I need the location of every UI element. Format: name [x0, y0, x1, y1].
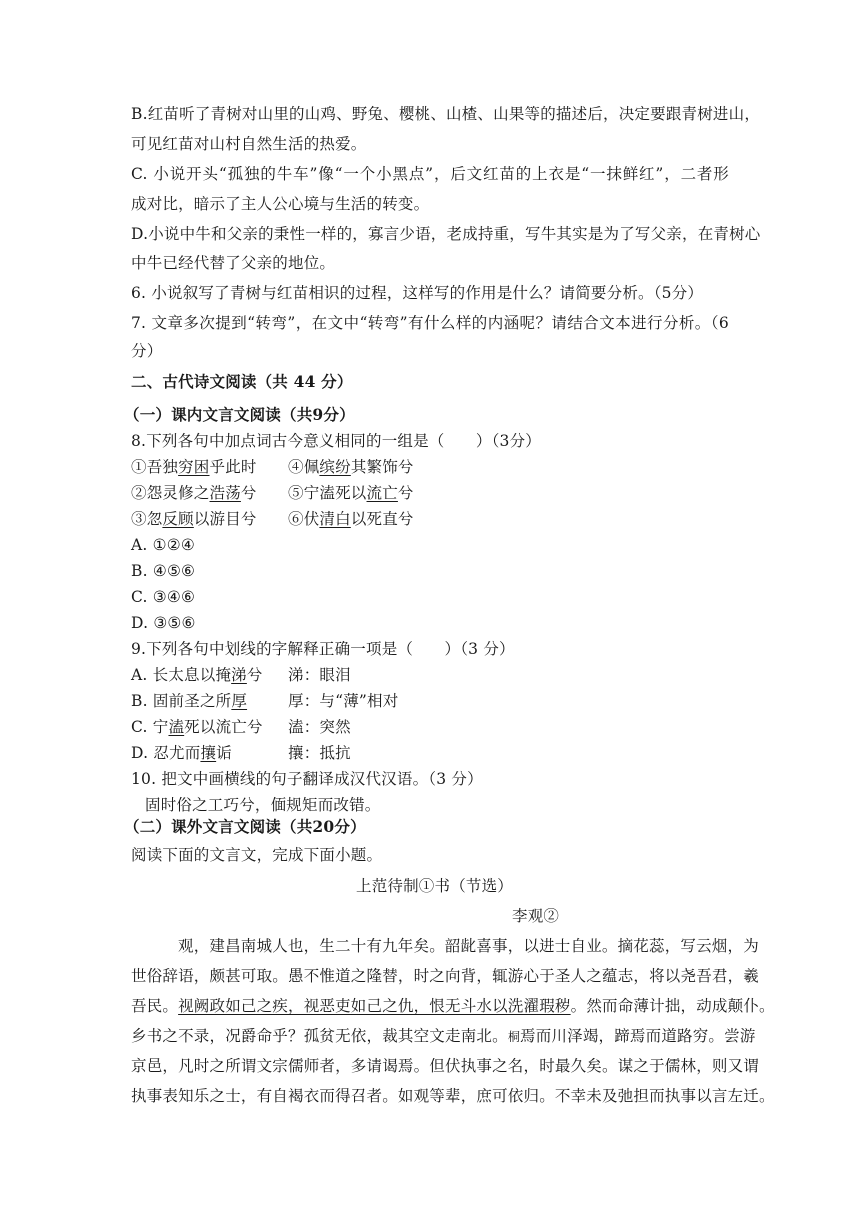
q5-option-d-line2: 中牛已经代替了父亲的地位。: [131, 254, 336, 272]
passage-line-5: 京邑，凡时之所谓文宗儒师者，多请谒焉。但伏执事之名，时最久矣。谋之于儒林，则又谓: [131, 1057, 760, 1075]
passage-line-6: 执事表知乐之士，有自褐衣而得召者。如观等辈，庶可依归。不幸未及弛担而执事以言左迁。: [131, 1087, 775, 1105]
q5-option-c-line1: C. 小说开头“孤独的牛车”像“一个小黑点”，后文红苗的上衣是“一抹鲜红”，二者形: [131, 165, 729, 183]
q9-option-c: C. 宁溘死以流亡兮: [131, 718, 263, 736]
reading-instruction: 阅读下面的文言文，完成下面小题。: [131, 846, 383, 864]
q9-option-c-explanation: 溘：突然: [288, 718, 351, 736]
section-2-heading: 二、古代诗文阅读（共 44 分）: [131, 372, 353, 391]
question-6: 6. 小说叙写了青树与红苗相识的过程，这样写的作用是什么？请简要分析。（5分）: [131, 284, 704, 302]
question-7-line2: 分）: [131, 342, 163, 360]
q8-item-1: ①吾独穷困乎此时: [131, 458, 257, 476]
q8-option-c: C. ③④⑥: [131, 588, 196, 606]
q5-option-d-line1: D.小说中牛和父亲的秉性一样的，寡言少语，老成持重，写牛其实是为了写父亲，在青树心: [131, 225, 761, 243]
q5-option-b-line2: 可见红苗对山村自然生活的热爱。: [131, 135, 367, 153]
q8-item-4: ④佩缤纷其繁饰兮: [288, 458, 414, 476]
passage-author: 李观②: [512, 907, 560, 925]
q9-option-b-explanation: 厚：与“薄”相对: [288, 692, 399, 710]
passage-line-4: 乡书之不录，况爵命乎？孤贫无依，裁其空文走南北。桐焉而川泽竭，蹄焉而道路穷。尝游: [131, 1027, 756, 1045]
q9-option-a: A. 长太息以掩涕兮: [131, 666, 263, 684]
question-8: 8.下列各句中加点词古今意义相同的一组是（ ）（3分）: [131, 432, 542, 450]
passage-line-1: 观，建昌南城人也，生二十有九年矣。韶龀喜事，以进士自业。摘花蕊，写云烟，为: [178, 937, 759, 955]
question-10: 10. 把文中画横线的句子翻译成汉代汉语。（3 分）: [131, 770, 483, 788]
q9-option-b: B. 固前圣之所厚: [131, 692, 248, 710]
q8-item-6: ⑥伏清白以死直兮: [288, 510, 414, 528]
subsection-1-heading: （一）课内文言文阅读（共9分）: [124, 405, 355, 424]
q8-option-a: A. ①②④: [131, 536, 195, 554]
q8-item-5: ⑤宁溘死以流亡兮: [288, 484, 414, 502]
passage-title: 上范待制①书（节选）: [356, 877, 514, 895]
q8-option-b: B. ④⑤⑥: [131, 562, 196, 580]
q9-option-a-explanation: 涕：眼泪: [288, 666, 351, 684]
q5-option-c-line2: 成对比，暗示了主人公心境与生活的转变。: [131, 195, 430, 213]
subsection-2-heading: （二）课外文言文阅读（共20分）: [124, 817, 366, 836]
q8-item-2: ②怨灵修之浩荡兮: [131, 484, 257, 502]
q5-option-b-line1: B.红苗听了青树对山里的山鸡、野兔、樱桃、山楂、山果等的描述后，决定要跟青树进山，: [131, 105, 761, 123]
q8-item-3: ③忽反顾以游目兮: [131, 510, 257, 528]
q9-option-d: D. 忍尤而攘诟: [131, 744, 232, 762]
q8-option-d: D. ③⑤⑥: [131, 614, 196, 632]
question-9: 9.下列各句中划线的字解释正确一项是（ ）（3 分）: [131, 640, 515, 658]
question-7-line1: 7. 文章多次提到“转弯”，在文中“转弯”有什么样的内涵呢？请结合文本进行分析。（6: [131, 314, 729, 332]
passage-line-3: 吾民。视阙政如己之疾，视恶吏如己之仇，恨无斗水以洗濯瑕秽。然而命薄计拙，动成颠仆。: [131, 997, 775, 1015]
passage-line-2: 世俗辞语，颇甚可取。愚不惟道之隆替，时之向背，辄游心于圣人之蕴志，将以尧吾君，羲: [131, 967, 760, 985]
q10-sentence: 固时俗之工巧兮，偭规矩而改错。: [145, 796, 381, 814]
q9-option-d-explanation: 攘：抵抗: [288, 744, 351, 762]
